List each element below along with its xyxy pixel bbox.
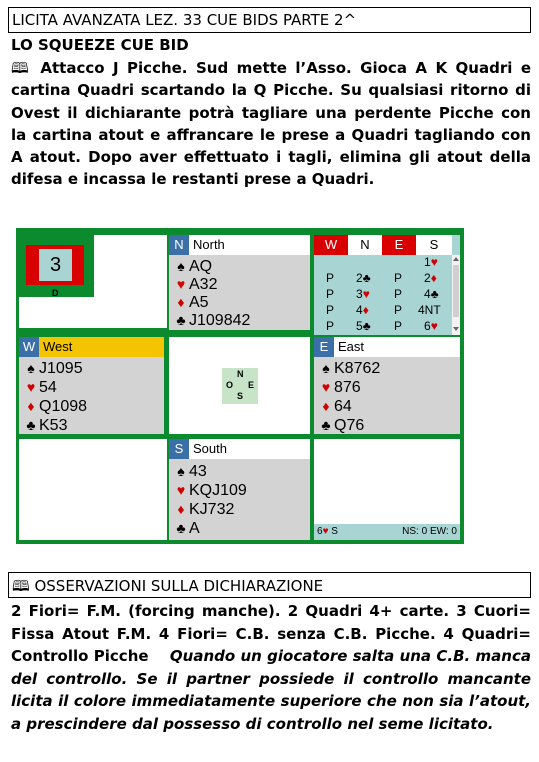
dealer-label: D: [52, 288, 59, 298]
bid-r3-n: 3♥: [356, 287, 370, 301]
compass-n: N: [237, 369, 244, 379]
section-observations-title: 🕮 OSSERVAZIONI SULLA DICHIARAZIONE: [12, 577, 324, 595]
observations-paragraph: [11, 600, 531, 735]
north-clubs: ♣ J109842: [173, 311, 250, 330]
west-badge: W: [19, 337, 39, 357]
bid-r4-e: P: [394, 303, 403, 317]
club-icon: ♣: [176, 312, 186, 328]
book-icon: 🕮: [12, 577, 30, 595]
heart-icon: ♥: [26, 379, 36, 395]
bid-r3-s: 4♣: [424, 287, 439, 301]
south-badge: S: [169, 439, 189, 459]
spade-icon: ♠: [27, 360, 35, 376]
bidding-scrollbar[interactable]: [452, 255, 460, 335]
title-bar: [8, 7, 531, 33]
intro-text: Attacco J Picche. Sud mette l’Asso. Gioca A K Quadri e cartina Quadri scartando la Q Picche. Su qualsiasi ritorno di Ovest il dichiarante potrà tagliare una perdente Picche con la cartina atout e affrancare le prese a Quadri tagliando con A atout. Dopo aver effettuato i tagli, elimina gli atout della difesa e incassa le restanti prese a Quadri.: [11, 59, 531, 189]
bid-r4-w: P: [326, 303, 335, 317]
compass: [222, 368, 258, 404]
club-icon: ♣: [26, 417, 36, 433]
bid-r5-s: 6♥: [424, 319, 438, 333]
south-name: South: [193, 441, 227, 456]
section-observations-bar: [8, 572, 531, 598]
heart-icon: ♥: [321, 379, 331, 395]
book-icon: 🕮: [11, 59, 32, 77]
observations-bold: 2 Fiori= F.M. (forcing manche). 2 Quadri 4+ carte. 3 Cuori= Fissa Atout F.M. 4 Fiori= C.B. senza C.B. Picche. 4 Quadri= Controllo Picche: [11, 602, 531, 665]
west-clubs: ♣ K53: [23, 416, 67, 435]
club-icon: ♣: [176, 520, 186, 536]
spade-icon: ♠: [322, 360, 330, 376]
heart-icon: ♥: [176, 482, 186, 498]
bidding-box: [314, 235, 460, 335]
compass-s: S: [237, 391, 244, 401]
club-icon: ♣: [321, 417, 331, 433]
diamond-icon: ♦: [177, 501, 185, 517]
bid-r1-s: 1♥: [424, 255, 438, 269]
spade-icon: ♠: [177, 463, 185, 479]
bid-r3-e: P: [394, 287, 403, 301]
bid-r5-w: P: [326, 319, 335, 333]
diamond-icon: ♦: [27, 398, 35, 414]
west-hand: [19, 337, 164, 434]
observations-italic: Quando un giocatore salta una C.B. manca del controllo. Se il partner possiede il controllo mancante licita il colore immediatamente superiore che non sia l’atout, a prescindere dal possesso di controllo nel seme licitato.: [11, 647, 531, 733]
north-hand: [169, 235, 310, 330]
west-hearts: ♥ 54: [23, 378, 57, 397]
bid-r5-e: P: [394, 319, 403, 333]
west-diamonds: ♦ Q1098: [23, 397, 87, 416]
result-cell: [314, 439, 460, 540]
scrollbar-thumb[interactable]: [453, 265, 459, 317]
bid-head-west: W: [314, 235, 348, 255]
bid-head-north: N: [348, 235, 382, 255]
east-name: East: [338, 339, 365, 354]
diamond-icon: ♦: [177, 294, 185, 310]
intro-paragraph: [11, 57, 531, 191]
page-title: LICITA AVANZATA LEZ. 33 CUE BIDS PARTE 2^: [12, 11, 357, 29]
south-hearts: ♥ KQJ109: [173, 481, 247, 500]
south-hand: [169, 439, 310, 540]
bid-r4-s: 4NT: [418, 303, 441, 317]
west-name: West: [43, 339, 73, 354]
west-spades: ♠ J1095: [23, 359, 83, 378]
spade-icon: ♠: [177, 258, 185, 274]
bid-r3-w: P: [326, 287, 335, 301]
south-header: [169, 439, 310, 459]
bid-r5-n: 5♣: [356, 319, 371, 333]
bid-r2-e: P: [394, 271, 403, 285]
table-center: [169, 337, 310, 434]
west-header: [19, 337, 164, 357]
south-clubs: ♣ A: [173, 519, 200, 538]
bridge-board: [16, 228, 464, 544]
result-bar: [314, 524, 460, 540]
bid-head-south: S: [416, 235, 452, 255]
bid-r2-s: 2♦: [424, 271, 437, 285]
east-spades: ♠ K8762: [318, 359, 380, 378]
bid-head-east: E: [382, 235, 416, 255]
bid-r2-n: 2♣: [356, 271, 371, 285]
east-hearts: ♥ 876: [318, 378, 361, 397]
subtitle: LO SQUEEZE CUE BID: [11, 36, 189, 54]
bid-r4-n: 4♦: [356, 303, 369, 317]
compass-e: E: [248, 380, 255, 390]
contract: 6♥ S: [317, 526, 338, 537]
bid-r2-w: P: [326, 271, 335, 285]
scrollbar-up-arrow[interactable]: [453, 257, 459, 261]
diamond-icon: ♦: [322, 398, 330, 414]
east-hand: [314, 337, 460, 434]
south-diamonds: ♦ KJ732: [173, 500, 234, 519]
east-diamonds: ♦ 64: [318, 397, 352, 416]
north-diamonds: ♦ A5: [173, 293, 209, 312]
north-badge: N: [169, 235, 189, 255]
empty-cell-bottom-left: [19, 439, 167, 540]
board-number-cell: [19, 235, 167, 328]
north-name: North: [193, 237, 225, 252]
east-badge: E: [314, 337, 334, 357]
heart-icon: ♥: [176, 276, 186, 292]
compass-o: O: [226, 380, 234, 390]
scrollbar-down-arrow[interactable]: [453, 327, 459, 331]
east-header: [314, 337, 460, 357]
score: NS: 0 EW: 0: [402, 526, 457, 537]
board-number: 3: [39, 249, 72, 281]
north-header: [169, 235, 310, 255]
east-clubs: ♣ Q76: [318, 416, 364, 435]
north-hearts: ♥ A32: [173, 275, 217, 294]
north-spades: ♠ AQ: [173, 257, 212, 276]
south-spades: ♠ 43: [173, 462, 207, 481]
